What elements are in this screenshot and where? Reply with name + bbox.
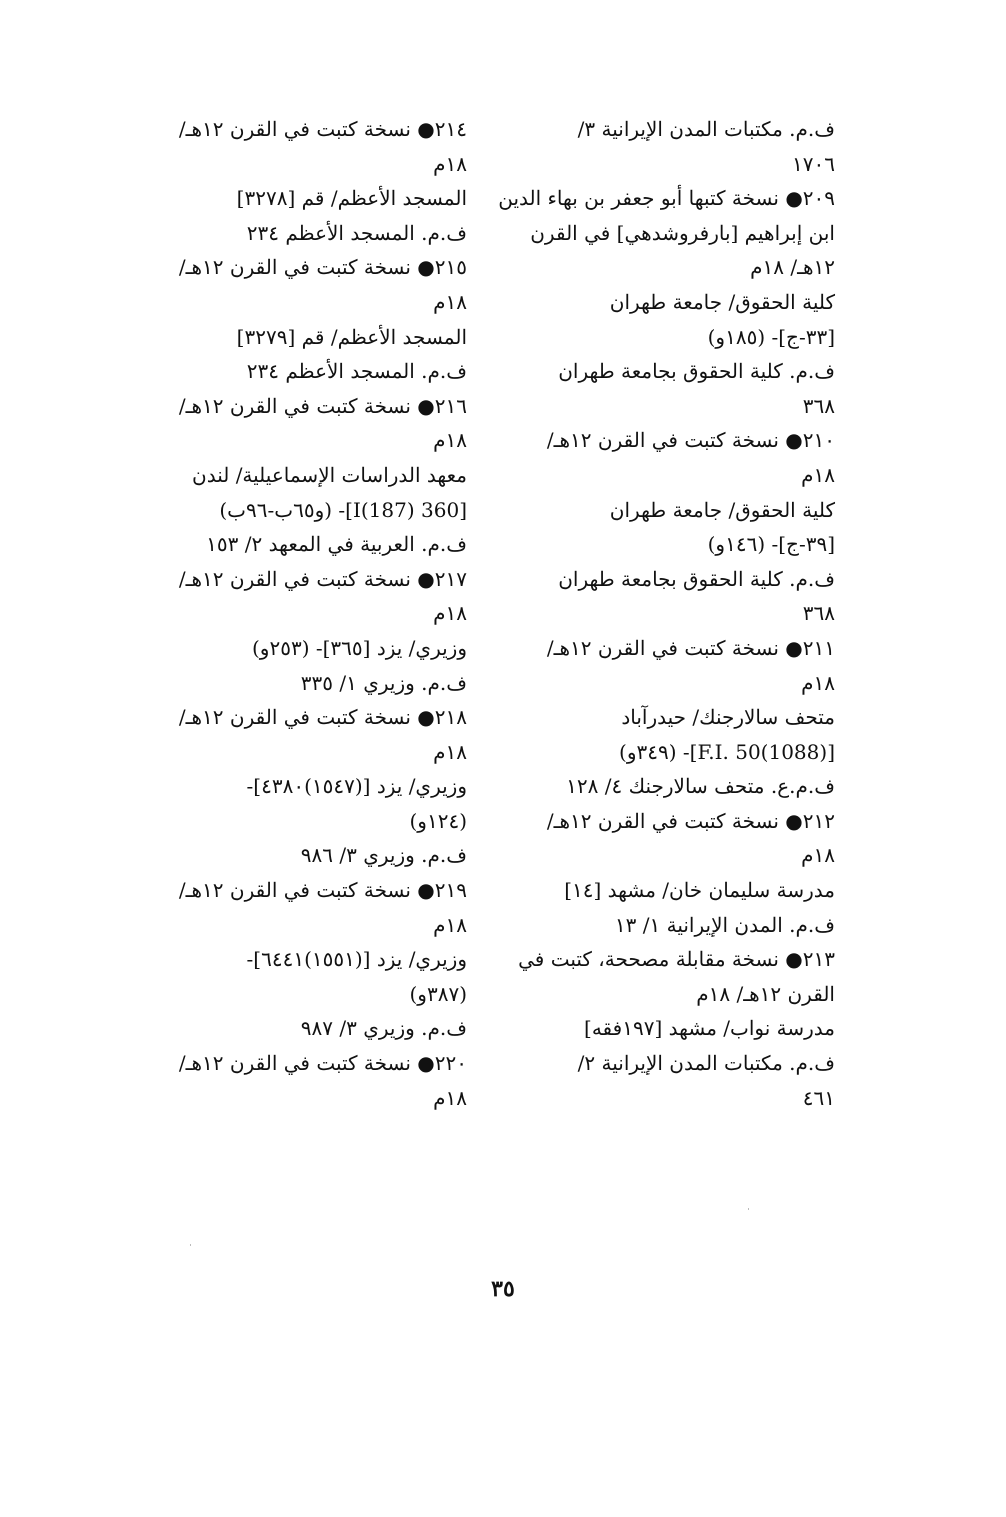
text-line: ف.م.ع. متحف سالارجنك ٤/ ١٢٨: [566, 774, 835, 799]
entry-heading: ٢٠٩● نسخة كتبها أبو جعفر بن بهاء الدين: [498, 186, 835, 211]
text-line: (٣٨٧و): [409, 981, 467, 1006]
text-line: ١٨م: [433, 151, 467, 176]
text-line: القرن ١٢هـ/ ١٨م: [696, 981, 835, 1006]
text-line: ٤٦١: [802, 1085, 835, 1110]
text-line: [(1088)F.I. 50]- (٣٤٩و): [619, 739, 835, 764]
text-line: ١٨م: [801, 843, 835, 868]
entry-heading: ٢١٨● نسخة كتبت في القرن ١٢هـ/: [178, 705, 467, 730]
text-line: المسجد الأعظم/ قم [٣٢٧٨]: [236, 186, 467, 211]
scan-mark: [748, 1208, 749, 1210]
text-line: ف.م. المسجد الأعظم ٢٣٤: [246, 220, 467, 245]
text-line: ١٨م: [433, 428, 467, 453]
text-line: مدرسة نواب/ مشهد [١٩٧فقه]: [584, 1016, 835, 1041]
entry-heading: ٢٢٠● نسخة كتبت في القرن ١٢هـ/: [178, 1051, 467, 1076]
entry-heading: ٢١٣● نسخة مقابلة مصححة، كتبت في: [518, 947, 835, 972]
text-line: مدرسة سليمان خان/ مشهد [١٤]: [564, 878, 835, 903]
text-line: وزيري/ يزد [٣٦٥]- (٢٥٣و): [251, 635, 467, 660]
entry-heading: ٢١٢● نسخة كتبت في القرن ١٢هـ/: [546, 808, 835, 833]
entry-heading: ٢١٥● نسخة كتبت في القرن ١٢هـ/: [178, 255, 467, 280]
text-line: ١٨م: [433, 601, 467, 626]
text-line: ١٨م: [433, 739, 467, 764]
text-line: [360 I(187)]- (و٦٥ب-٩٦ب): [219, 497, 467, 522]
text-line: كلية الحقوق/ جامعة طهران: [609, 497, 835, 522]
entry-heading: ٢١٠● نسخة كتبت في القرن ١٢هـ/: [546, 428, 835, 453]
entry-heading: ٢١١● نسخة كتبت في القرن ١٢هـ/: [546, 635, 835, 660]
text-line: ١٧٠٦: [792, 151, 835, 176]
text-line: وزيري/ يزد [(١٥٤٧)٤٣٨٠]-: [246, 774, 467, 799]
left-column: [112, 112, 467, 1115]
text-line: [٣٣-ج]- (١٨٥و): [707, 324, 835, 349]
text-line: ف.م. المسجد الأعظم ٢٣٤: [246, 359, 467, 384]
text-line: ١٨م: [433, 912, 467, 937]
text-line: ١٢هـ/ ١٨م: [750, 255, 835, 280]
text-line: ف.م. المدن الإيرانية ١/ ١٣: [614, 912, 835, 937]
entry-heading: ٢١٦● نسخة كتبت في القرن ١٢هـ/: [178, 393, 467, 418]
right-column: [480, 112, 835, 1115]
text-line: متحف سالارجنك/ حيدرآباد: [621, 705, 835, 730]
text-line: ٣٦٨: [802, 393, 835, 418]
text-line: ١٨م: [801, 462, 835, 487]
text-line: ١٨م: [433, 1085, 467, 1110]
text-line: ف.م. كلية الحقوق بجامعة طهران: [558, 566, 835, 591]
text-line: معهد الدراسات الإسماعيلية/ لندن: [192, 462, 467, 487]
entry-heading: ٢١٧● نسخة كتبت في القرن ١٢هـ/: [178, 566, 467, 591]
text-line: ف.م. العربية في المعهد ٢/ ١٥٣: [206, 532, 467, 557]
text-line: ١٨م: [801, 670, 835, 695]
text-line: ف.م. مكتبات المدن الإيرانية ٣/: [577, 117, 835, 141]
entry-heading: ٢١٤● نسخة كتبت في القرن ١٢هـ/: [178, 117, 467, 141]
text-line: (١٢٤و): [409, 808, 467, 833]
text-line: ٣٦٨: [802, 601, 835, 626]
text-line: ابن إبراهيم [بارفروشدهي] في القرن: [530, 220, 835, 245]
text-line: المسجد الأعظم/ قم [٣٢٧٩]: [236, 324, 467, 349]
text-line: ف.م. وزيري ٣/ ٩٨٦: [300, 843, 467, 868]
text-line: كلية الحقوق/ جامعة طهران: [609, 289, 835, 314]
text-line: ف.م. وزيري ٣/ ٩٨٧: [300, 1016, 467, 1041]
text-line: ف.م. وزيري ١/ ٣٣٥: [300, 670, 467, 695]
text-line: ١٨م: [433, 289, 467, 314]
text-line: [٣٩-ج]- (١٤٦و): [707, 532, 835, 557]
text-line: ف.م. كلية الحقوق بجامعة طهران: [558, 359, 835, 384]
entry-heading: ٢١٩● نسخة كتبت في القرن ١٢هـ/: [178, 878, 467, 903]
text-line: وزيري/ يزد [(١٥٥١)٦٤٤١]-: [246, 947, 467, 972]
scan-mark: [190, 1244, 191, 1246]
page-number: ٣٥: [491, 1276, 515, 1302]
text-line: ف.م. مكتبات المدن الإيرانية ٢/: [577, 1051, 835, 1076]
